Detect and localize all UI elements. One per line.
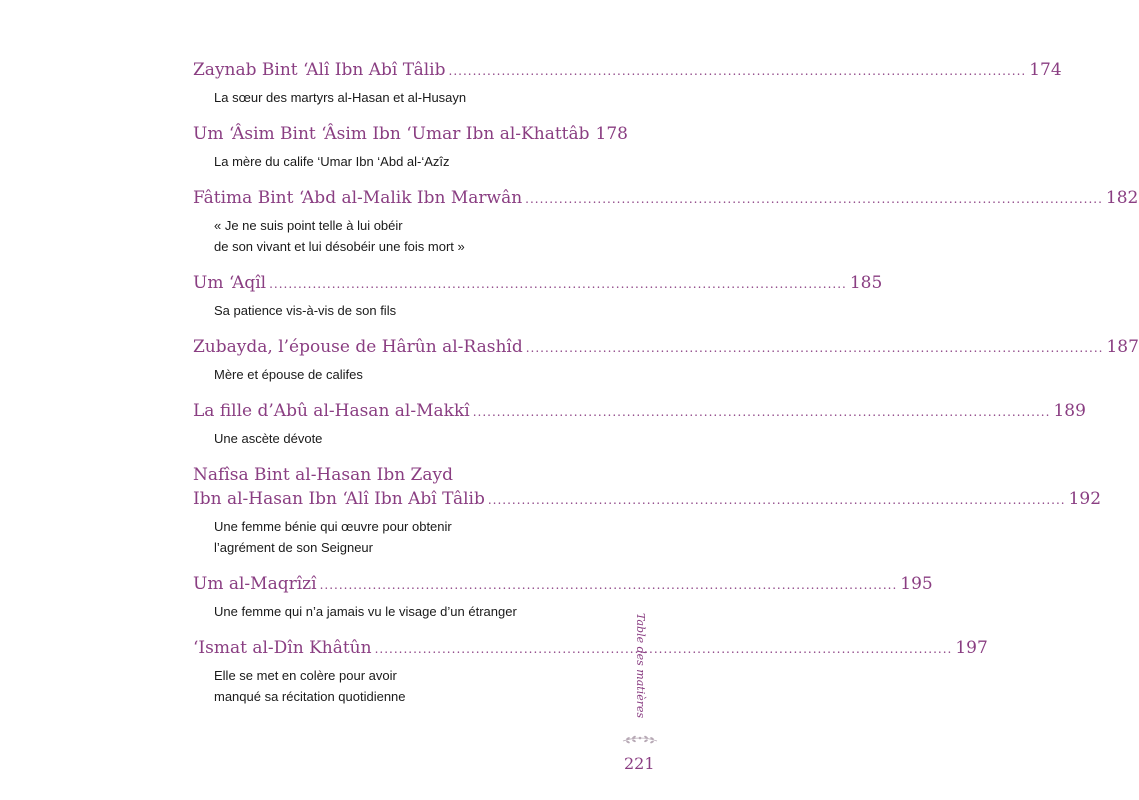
toc-entry-page: 185 [849, 273, 883, 293]
toc-entry-title: ‘Ismat al-Dîn Khâtûn [193, 638, 372, 658]
toc-entry-subtitle [214, 215, 611, 257]
toc-entry-title: La fille d’Abû al-Hasan al-Makkî [193, 401, 470, 421]
toc-entry-page: 192 [1068, 489, 1102, 509]
toc-entry-title-line [193, 335, 1139, 360]
toc-entry-page: 178 [595, 124, 628, 144]
subtitle-line: Sa patience vis-à-vis de son fils [214, 303, 397, 318]
toc-entry-title-line [193, 572, 933, 597]
subtitle-line: La sœur des martyrs al-Hasan et al-Husayn [214, 90, 467, 105]
toc-entry-page: 187 [1106, 337, 1139, 357]
dot-leader: ........................................................................................................................ [374, 642, 953, 656]
subtitle-line: Une femme qui n’a jamais vu le visage d’un étranger [214, 604, 517, 619]
toc-entry-title: Um ‘Aqîl [193, 273, 267, 293]
toc-entry-title-line [193, 399, 1086, 424]
floral-ornament-icon [620, 732, 660, 748]
toc-entry [193, 572, 933, 622]
toc-entry [193, 463, 1102, 558]
toc-entry-title-line [193, 122, 628, 147]
toc-entry-title-line [193, 636, 988, 661]
subtitle-line: Elle se met en colère pour avoir [214, 668, 397, 683]
dot-leader: ........................................................................................................................ [448, 64, 1027, 78]
toc-entry-title-line [193, 487, 1102, 512]
toc-entry-title-line [193, 186, 1139, 211]
toc-entry [193, 186, 1139, 257]
dot-leader: ........................................................................................................................ [472, 405, 1051, 419]
toc-entry-subtitle [214, 601, 611, 622]
toc-entry [193, 122, 628, 172]
toc-entry [193, 335, 1139, 385]
dot-leader: ........................................................................................................................ [487, 493, 1066, 507]
dot-leader: ........................................................................................................................ [525, 341, 1104, 355]
toc-entry-page: 197 [955, 638, 988, 658]
toc-entry [193, 399, 1086, 449]
subtitle-line: de son vivant et lui désobéir une fois mort » [214, 239, 465, 254]
toc-entry-subtitle [214, 364, 611, 385]
subtitle-line: Mère et épouse de califes [214, 367, 363, 382]
toc-entry-subtitle [214, 665, 611, 707]
subtitle-line: Une ascète dévote [214, 431, 323, 446]
toc-entry-title: Um ‘Âsim Bint ‘Âsim Ibn ‘Umar Ibn al-Khattâb [193, 124, 590, 144]
toc-entry-subtitle [214, 151, 611, 172]
toc-entry-page: 195 [900, 574, 933, 594]
subtitle-line: l’agrément de son Seigneur [214, 540, 373, 555]
toc-entry-title: Fâtima Bint ‘Abd al-Malik Ibn Marwân [193, 188, 523, 208]
toc-entry-title-line [193, 271, 883, 296]
toc-entry-title-first-line: Nafîsa Bint al-Hasan Ibn Zayd [193, 465, 453, 485]
toc-entry-subtitle [214, 87, 611, 108]
toc-entry-subtitle [214, 300, 611, 321]
toc-entry-page: 189 [1053, 401, 1086, 421]
running-section-label: Table des matières [634, 613, 647, 719]
subtitle-line: manqué sa récitation quotidienne [214, 689, 406, 704]
dot-leader: ........................................................................................................................ [319, 578, 898, 592]
subtitle-line: La mère du calife ‘Umar Ibn ‘Abd al-‘Azîz [214, 154, 450, 169]
toc-entry-title-line [193, 58, 1062, 83]
toc-entry [193, 58, 1062, 108]
toc-entry-title: Zubayda, l’épouse de Hârûn al-Rashîd [193, 337, 523, 357]
dot-leader: ........................................................................................................................ [269, 277, 847, 291]
dot-leader: ........................................................................................................................ [525, 192, 1103, 206]
subtitle-line: Une femme bénie qui œuvre pour obtenir [214, 519, 452, 534]
toc-entry-subtitle [214, 516, 611, 558]
toc-entry-page: 182 [1105, 188, 1139, 208]
toc-entry-title: Zaynab Bint ‘Alî Ibn Abî Tâlib [193, 60, 446, 80]
toc-entry-title: Um al-Maqrîzî [193, 574, 317, 594]
toc-entry-page: 174 [1029, 60, 1062, 80]
toc-entry [193, 271, 883, 321]
page-number: 221 [624, 754, 655, 773]
toc-entry-title: Ibn al-Hasan Ibn ‘Alî Ibn Abî Tâlib [193, 489, 485, 509]
toc-entry-subtitle [214, 428, 611, 449]
subtitle-line: « Je ne suis point telle à lui obéir [214, 218, 403, 233]
